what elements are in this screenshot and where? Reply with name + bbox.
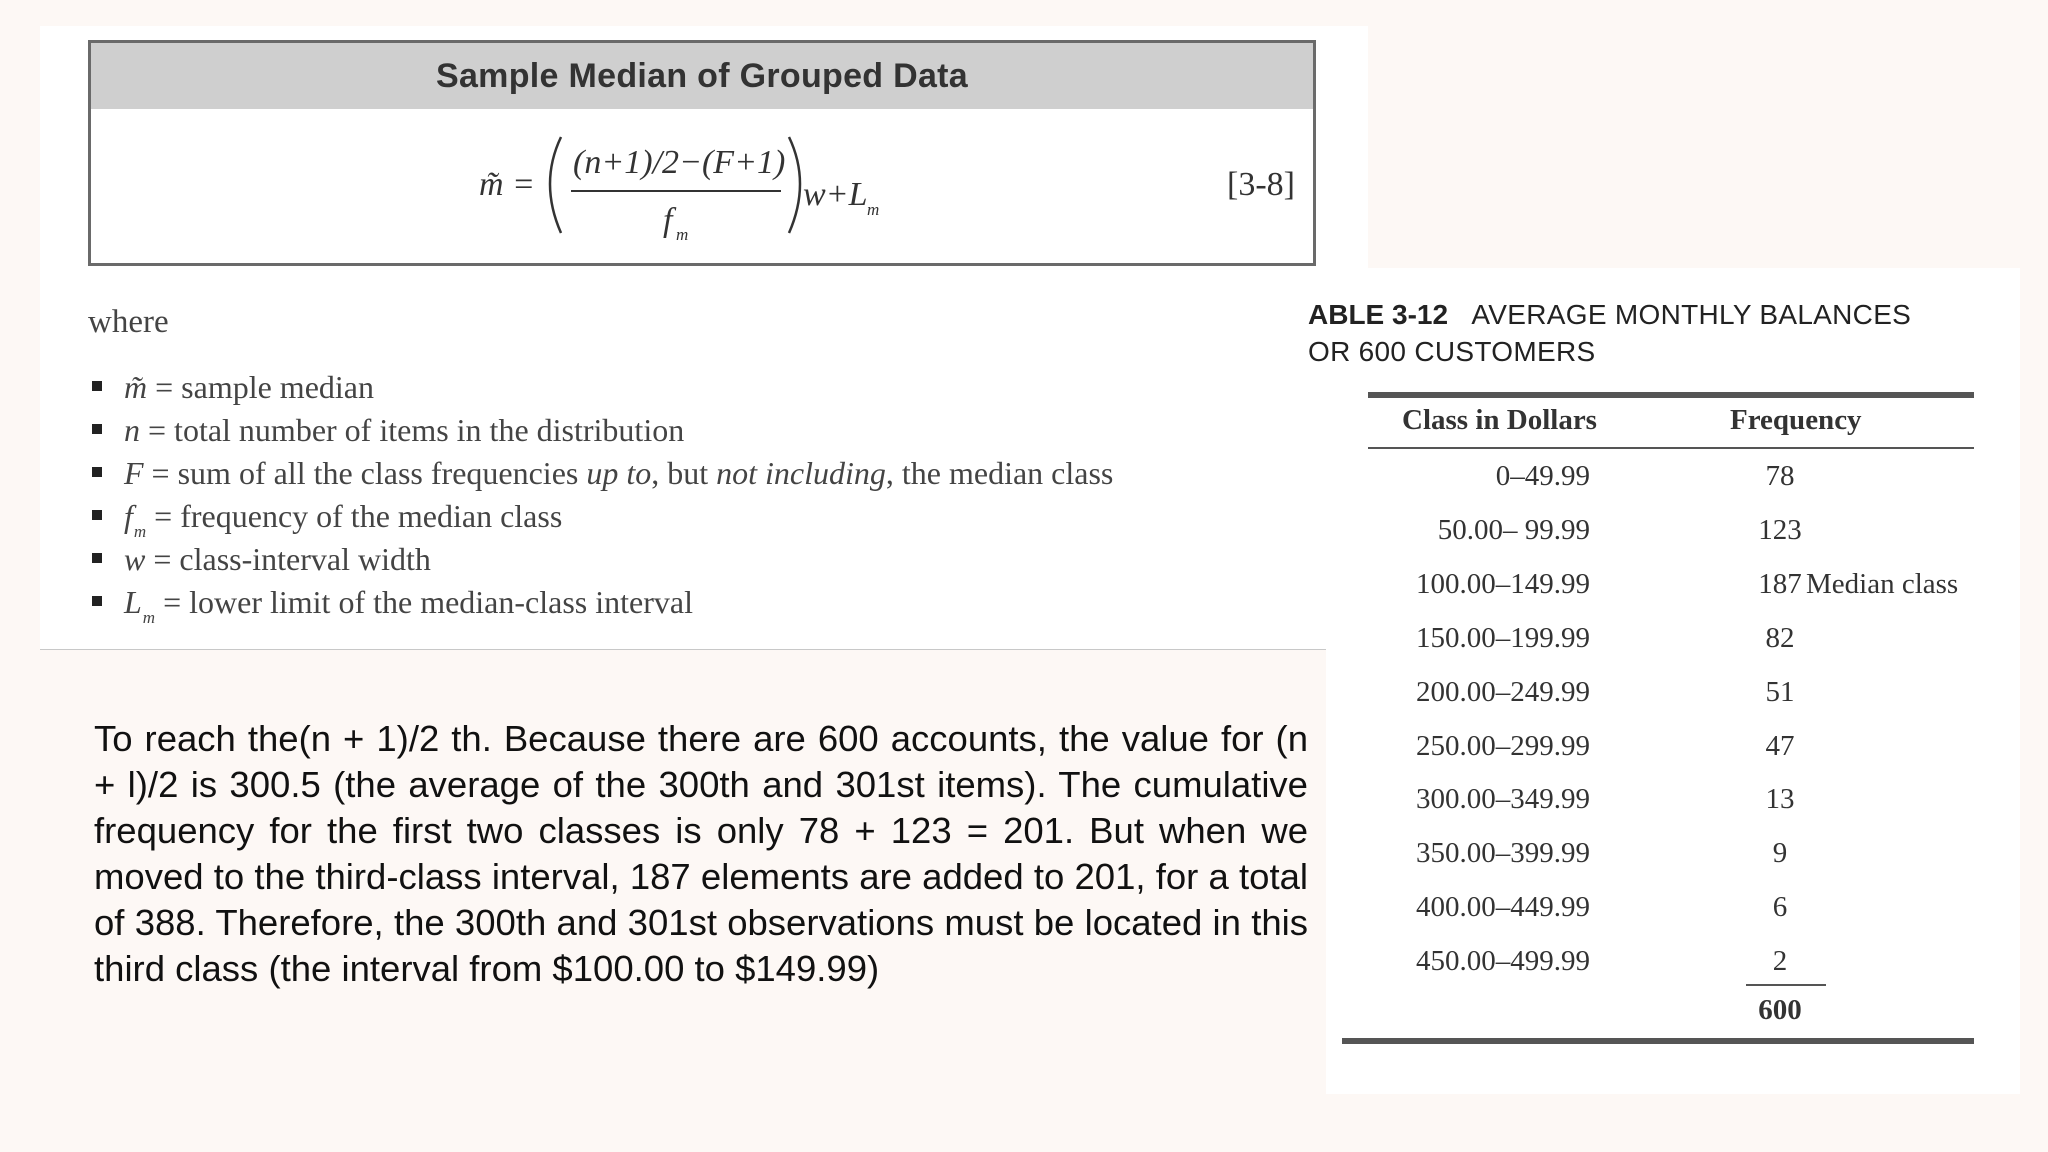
list-item: F = sum of all the class frequencies up to, but not including, the median class: [88, 455, 1113, 498]
table-title-line1: AVERAGE MONTHLY BALANCES: [1471, 299, 1912, 330]
frequency-cell: [1750, 891, 1810, 924]
frequency-value: 78: [1765, 460, 1795, 492]
class-cell: 150.00–199.99: [1416, 622, 1590, 654]
frequency-cell: [1750, 676, 1810, 709]
frequency-value: 9: [1772, 837, 1788, 869]
frequency-value: 6: [1772, 891, 1788, 923]
class-cell: 400.00–449.99: [1416, 891, 1590, 923]
frequency-cell: [1750, 783, 1810, 816]
table-top-rule: [1368, 392, 1974, 398]
table-title-line2: OR 600 CUSTOMERS: [1308, 336, 1596, 367]
formula-rhs: w+L: [803, 176, 868, 213]
table-bottom-rule: [1342, 1038, 1974, 1044]
formula-denominator: f: [663, 202, 673, 239]
table-caption: [1308, 296, 1911, 370]
frequency-cell: [1750, 945, 1810, 978]
frequency-value: 13: [1765, 783, 1795, 815]
class-cell: 50.00– 99.99: [1437, 514, 1590, 546]
class-cell: 450.00–499.99: [1416, 945, 1590, 977]
frequency-cell: [1750, 514, 1810, 547]
total-value: 600: [1758, 994, 1802, 1026]
bullet-icon: [92, 596, 102, 606]
explanation-paragraph: To reach the(n + 1)/2 th. Because there are 600 accounts, the value for (n + l)/2 is 300.5 (the average of the 300th and 301st items). The cumulative frequency for the first two classes is only 78 + 123 = 201. But when we moved to the third-class interval, 187 elements are added to 201, for a total of 388. Therefore, the 300th and 301st observations must be located in this third class (the interval from $100.00 to $149.99): [94, 718, 1308, 989]
frequency-cell: [1750, 837, 1810, 870]
frequency-value: 2: [1772, 945, 1788, 977]
formula-denominator-sub: m: [676, 225, 689, 244]
frequency-cell: [1750, 622, 1810, 655]
list-item: $f_m$ = frequency of the median class: [88, 498, 1113, 541]
table-number: ABLE 3-12: [1308, 299, 1449, 330]
frequency-cell: [1750, 730, 1810, 763]
frequency-value: 51: [1765, 676, 1795, 708]
formula-left-paren: [550, 137, 561, 233]
frequency-cell: [1750, 568, 1958, 601]
formula-rhs-sub: m: [867, 200, 880, 219]
frequency-value: 82: [1765, 622, 1795, 654]
frequency-value: 187: [1758, 568, 1802, 600]
formula-right-paren: [789, 137, 800, 233]
list-item: m̃ = sample median: [88, 369, 1113, 412]
column-header-frequency: Frequency: [1730, 404, 1862, 436]
bullet-icon: [92, 424, 102, 434]
column-header-class: Class in Dollars: [1402, 404, 1597, 436]
where-label: where: [88, 304, 169, 340]
class-cell: 100.00–149.99: [1416, 568, 1590, 600]
formula-box: [88, 40, 1316, 266]
frequency-cell: [1750, 460, 1810, 493]
list-item: n = total number of items in the distribution: [88, 412, 1113, 455]
bullet-icon: [92, 510, 102, 520]
frequency-value: 47: [1765, 730, 1795, 762]
total-rule: [1746, 984, 1826, 986]
class-cell: 250.00–299.99: [1416, 730, 1590, 762]
formula-panel: [40, 26, 1368, 650]
frequency-value: 123: [1758, 514, 1802, 546]
list-item: w = class-interval width: [88, 541, 1113, 584]
median-class-note: Median class: [1806, 568, 1959, 600]
class-cell: 200.00–249.99: [1416, 676, 1590, 708]
header-rule: [1368, 447, 1974, 449]
bullet-icon: [92, 467, 102, 477]
frequency-table-panel: [1308, 268, 2020, 1094]
formula-heading: Sample Median of Grouped Data: [91, 43, 1313, 109]
definition-list: [88, 369, 1113, 627]
class-cell: 0–49.99: [1495, 460, 1590, 492]
class-cell: 350.00–399.99: [1416, 837, 1590, 869]
list-item: $L_m$ = lower limit of the median-class interval: [88, 584, 1113, 627]
formula-lhs: m̃ =: [479, 166, 535, 203]
median-formula: [91, 109, 1313, 263]
bullet-icon: [92, 381, 102, 391]
formula-numerator: (n+1)/2−(F+1): [573, 144, 786, 181]
class-cell: 300.00–349.99: [1416, 783, 1590, 815]
bullet-icon: [92, 553, 102, 563]
equation-number: [3-8]: [1227, 166, 1295, 203]
